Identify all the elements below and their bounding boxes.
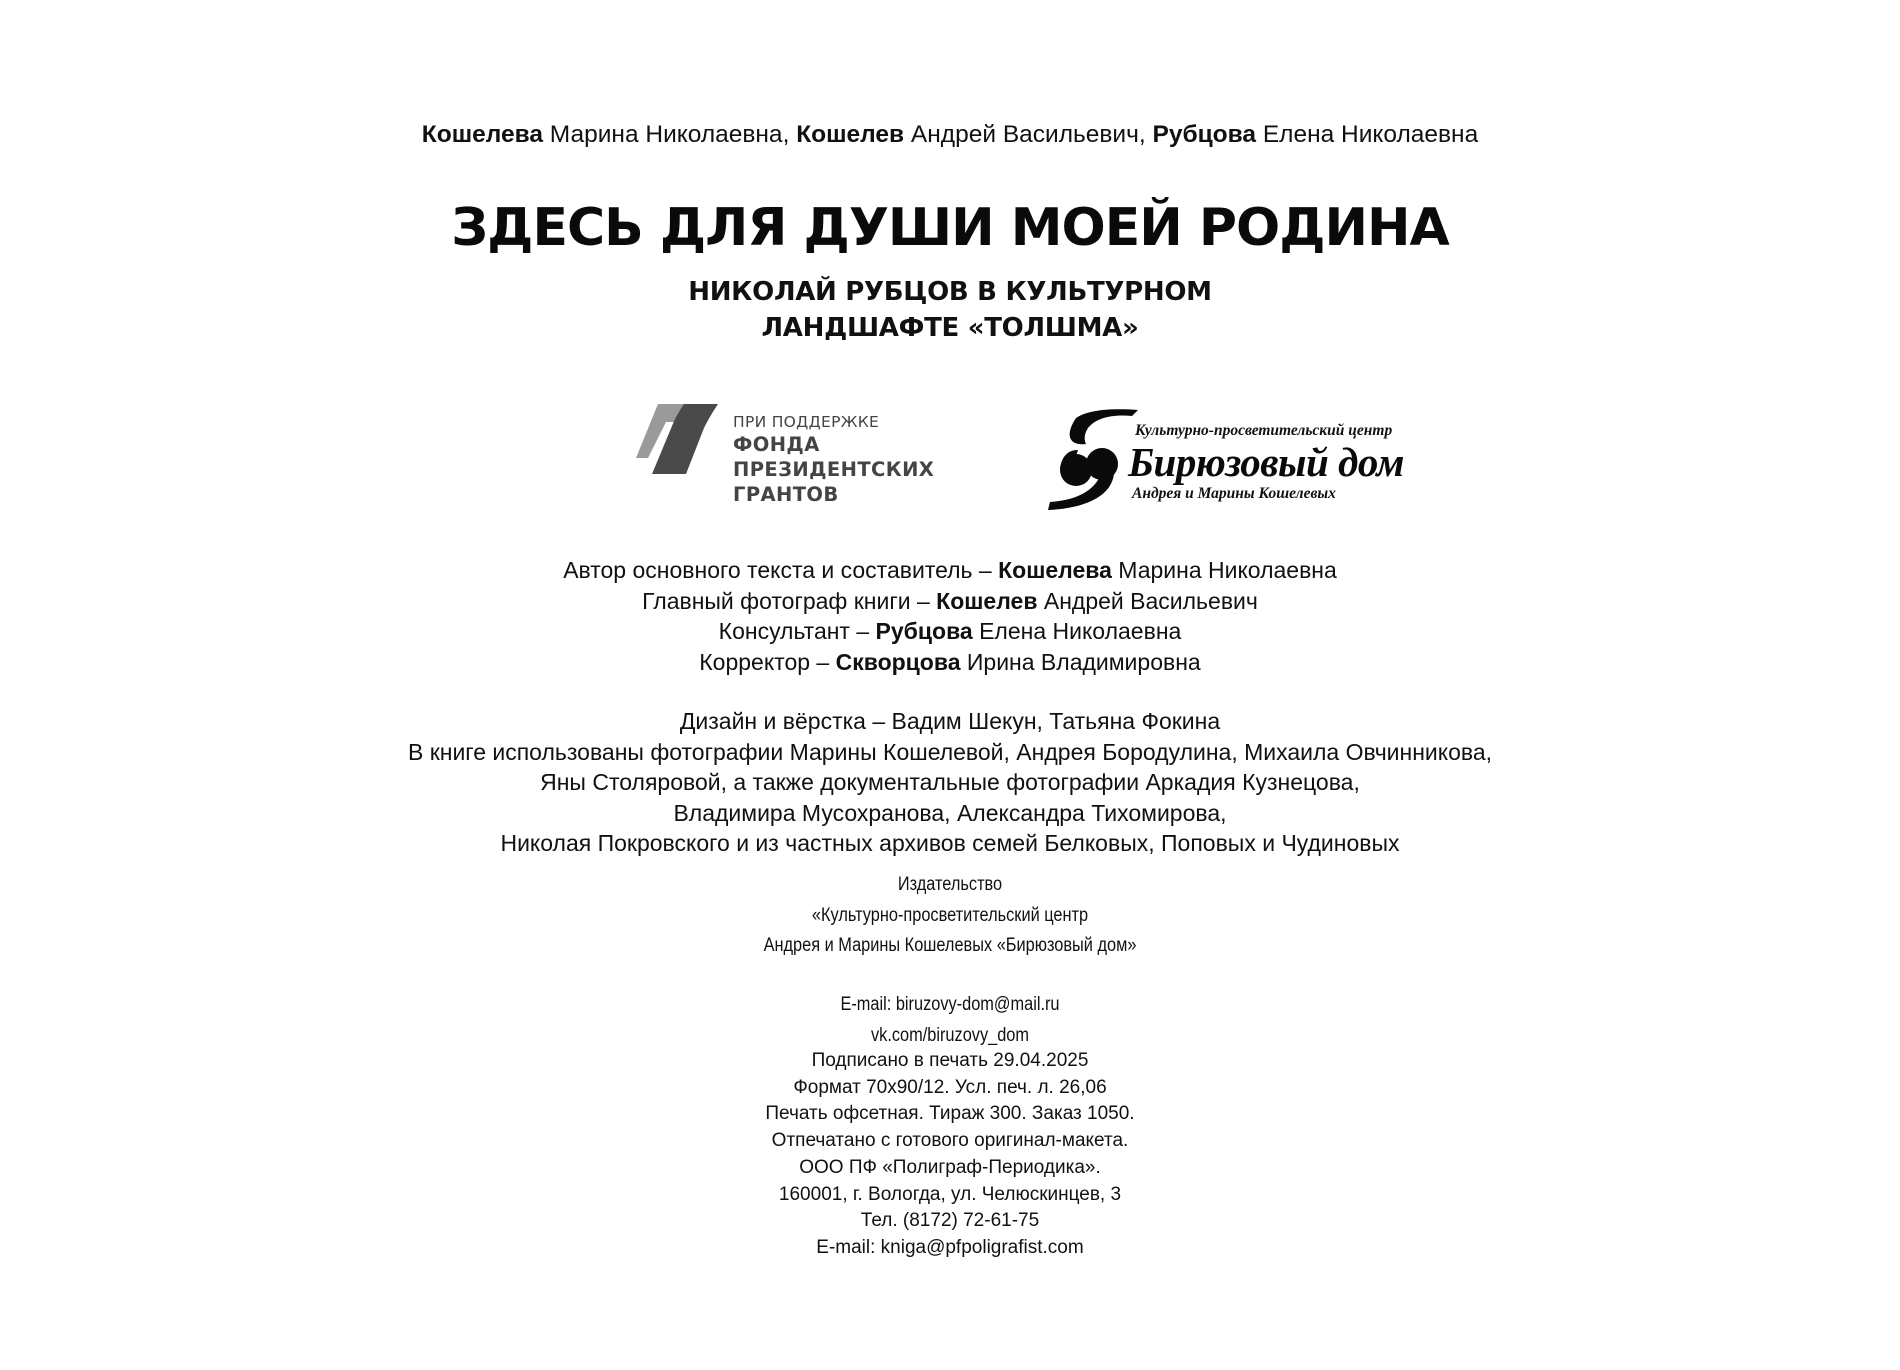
imprint-block — [0, 1048, 1900, 1262]
design-line: Николая Покровского и из частных архивов семей Белковых, Поповых и Чудиновых — [500, 830, 1400, 856]
presidential-grants-logo — [636, 398, 956, 518]
author-3-surname: Рубцова — [1152, 121, 1256, 148]
author-2-name: Андрей Васильевич — [910, 121, 1139, 148]
subtitle-line: НИКОЛАЙ РУБЦОВ В КУЛЬТУРНОМ — [688, 277, 1212, 307]
imprint-line: Отпечатано с готового оригинал-макета. — [771, 1130, 1129, 1152]
presidential-grants-text: ПРИ ПОДДЕРЖКЕ ФОНДА ПРЕЗИДЕНТСКИХ ГРАНТОВ — [733, 413, 935, 506]
biryuzovy-dom-emblem-icon — [1040, 406, 1140, 516]
publisher-vk: vk.com/biruzovy_dom — [870, 1024, 1029, 1046]
credits-block — [0, 555, 1900, 677]
subtitle-line: ЛАНДШАФТЕ «ТОЛШМА» — [761, 313, 1139, 343]
book-subtitle — [0, 274, 1900, 346]
design-line: Яны Столяровой, а также документальные фотографии Аркадия Кузнецова, — [540, 769, 1360, 795]
author-2-surname: Кошелев — [796, 121, 905, 148]
imprint-line: E-mail: kniga@pfpoligrafist.com — [816, 1236, 1084, 1258]
biryuzovy-dom-owners: Андрея и Марины Кошелевых — [1132, 485, 1336, 502]
biryuzovy-dom-tagline: Культурно-просветительский центр — [1135, 422, 1393, 439]
presidential-grants-emblem-icon — [636, 402, 726, 482]
credit-line: Корректор – Скворцова Ирина Владимировна — [699, 648, 1201, 675]
author-1-name: Марина Николаевна — [549, 121, 783, 148]
imprint-line: Формат 70х90/12. Усл. печ. л. 26,06 — [793, 1076, 1107, 1098]
credit-line: Главный фотограф книги – Кошелев Андрей Васильевич — [642, 587, 1258, 614]
publisher-email: E-mail: biruzovy-dom@mail.ru — [840, 994, 1060, 1015]
imprint-line: Подписано в печать 29.04.2025 — [811, 1050, 1089, 1071]
publisher-line: Андрея и Марины Кошелевых «Бирюзовый дом» — [763, 935, 1137, 956]
biryuzovy-dom-name: Бирюзовый дом — [1128, 439, 1404, 485]
design-line: Владимира Мусохранова, Александра Тихомирова, — [673, 799, 1227, 826]
publisher-block — [133, 870, 1767, 962]
imprint-line: Печать офсетная. Тираж 300. Заказ 1050. — [765, 1103, 1135, 1125]
imprint-line: 160001, г. Вологда, ул. Челюскинцев, 3 — [778, 1183, 1122, 1205]
author-1-surname: Кошелева — [421, 121, 543, 148]
publisher-line: Издательство — [897, 874, 1003, 895]
design-line: Дизайн и вёрстка – Вадим Шекун, Татьяна Фокина — [679, 708, 1221, 734]
credit-line: Консультант – Рубцова Елена Николаевна — [718, 618, 1182, 644]
imprint-line: ООО ПФ «Полиграф-Периодика». — [799, 1156, 1101, 1178]
author-3-name: Елена Николаевна — [1262, 121, 1479, 148]
authors-line: Кошелева Марина Николаевна, Кошелев Андрей Васильевич, Рубцова Елена Николаевна — [421, 121, 1479, 148]
biryuzovy-dom-logo — [1040, 406, 1500, 516]
credit-line: Автор основного текста и составитель – Кошелева Марина Николаевна — [563, 557, 1337, 583]
imprint-line: Тел. (8172) 72-61-75 — [860, 1210, 1040, 1232]
book-title: ЗДЕСЬ ДЛЯ ДУШИ МОЕЙ РОДИНА — [451, 198, 1449, 258]
publisher-line: «Культурно-просветительский центр — [811, 904, 1089, 926]
design-line: В книге использованы фотографии Марины Кошелевой, Андрея Бородулина, Михаила Овчинникова, — [407, 738, 1493, 765]
contacts-block — [133, 990, 1767, 1051]
design-credits — [0, 706, 1900, 859]
